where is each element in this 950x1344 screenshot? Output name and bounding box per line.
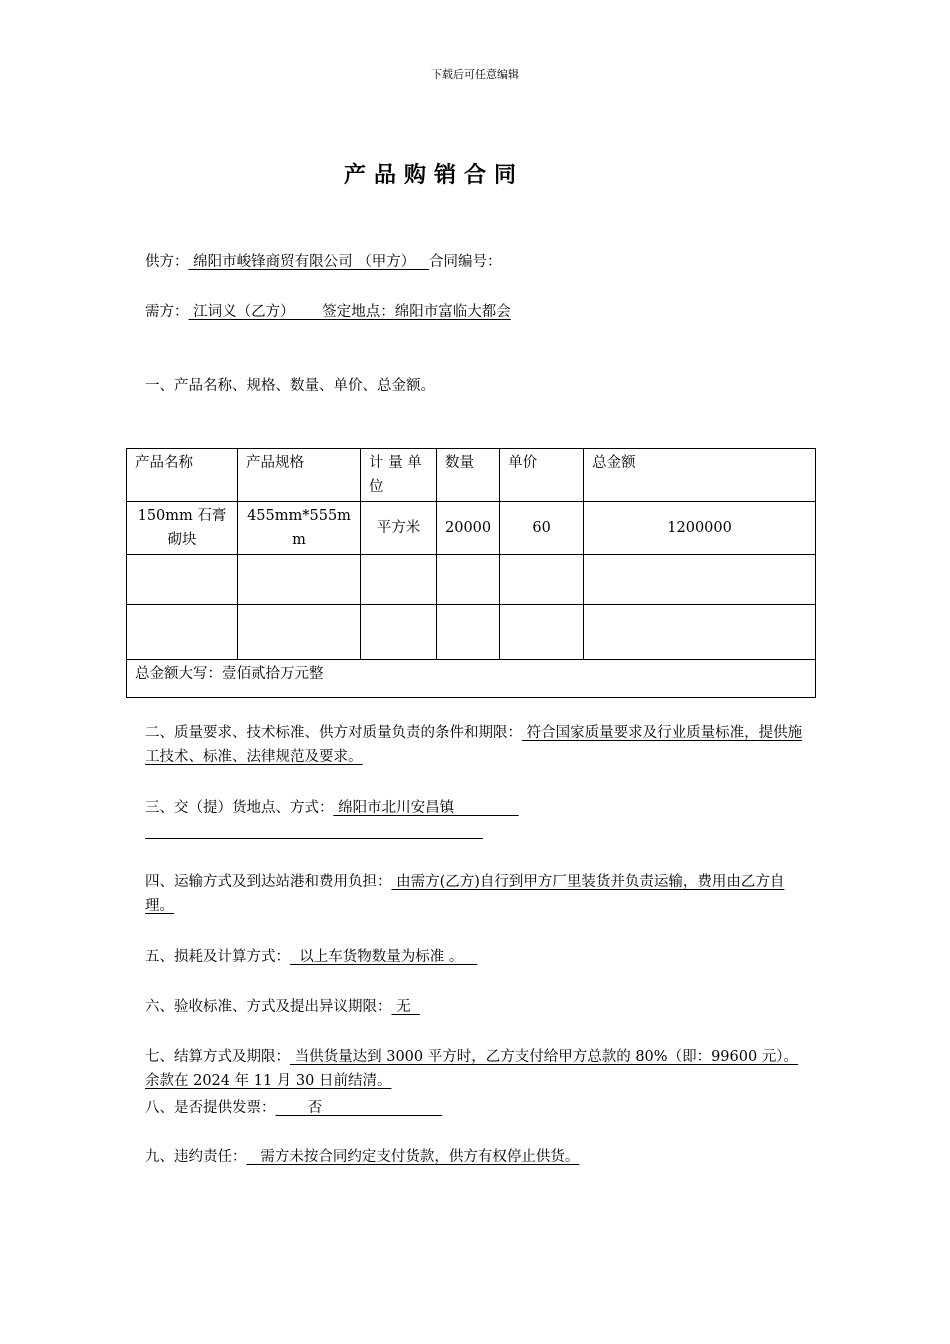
- table-cell: [500, 555, 584, 605]
- section-4-value: 由需方(乙方)自行到甲方厂里装货并负责运输，费用由乙方自理。: [145, 874, 785, 914]
- header-note: 下载后可任意编辑: [431, 68, 519, 81]
- section-7: [145, 1045, 810, 1093]
- section-7-label: 七、结算方式及期限：: [145, 1049, 290, 1065]
- table-header-cell: 单价: [500, 449, 584, 502]
- supplier-line: [145, 250, 502, 274]
- table-cell: [437, 555, 500, 605]
- blank-line: [145, 838, 483, 839]
- table-row: [127, 555, 816, 605]
- table-cell: [584, 605, 816, 660]
- table-row: [127, 605, 816, 660]
- section-6-label: 六、验收标准、方式及提出异议期限：: [145, 999, 392, 1015]
- contract-title: 产品购销合同: [343, 162, 524, 188]
- table-cell: 平方米: [361, 502, 437, 555]
- table-cell: 20000: [437, 502, 500, 555]
- product-table: [126, 448, 816, 698]
- section-9-label: 九、违约责任：: [145, 1149, 247, 1165]
- table-cell: 60: [500, 502, 584, 555]
- section-2: [145, 721, 810, 769]
- table-cell: [361, 605, 437, 660]
- table-cell: [238, 555, 361, 605]
- table-header-cell: 总金额: [584, 449, 816, 502]
- contract-no-label: 合同编号：: [429, 254, 502, 270]
- section-9: [145, 1145, 579, 1169]
- section-5-label: 五、损耗及计算方式：: [145, 949, 290, 965]
- section-8-value: 否: [275, 1100, 443, 1116]
- table-cell: [127, 555, 238, 605]
- section-8: [145, 1096, 442, 1120]
- table-cell: 1200000: [584, 502, 816, 555]
- section-3-label: 三、交（提）货地点、方式：: [145, 800, 334, 816]
- table-header-row: [127, 449, 816, 502]
- total-amount-words: 总金额大写：壹佰贰拾万元整: [127, 660, 816, 698]
- table-header-cell: 产品名称: [127, 449, 238, 502]
- section-4-label: 四、运输方式及到达站港和费用负担：: [145, 874, 392, 890]
- section-6: [145, 995, 420, 1019]
- section-8-label: 八、是否提供发票：: [145, 1100, 276, 1116]
- supplier-label: 供方：: [145, 254, 189, 270]
- buyer-label: 需方：: [145, 304, 189, 320]
- table-header-cell: 数量: [437, 449, 500, 502]
- section-5-value: 以上车货物数量为标准 。: [290, 949, 478, 965]
- section-2-value: 符合国家质量要求及行业质量标准，提供施工技术、标准、法律规范及要求。: [145, 725, 803, 765]
- table-cell: [127, 605, 238, 660]
- buyer-value: 江词义（乙方） 签定地点：绵阳市富临大都会: [188, 304, 511, 320]
- table-cell: [500, 605, 584, 660]
- table-total-row: [127, 660, 816, 698]
- section-2-label: 二、质量要求、技术标准、供方对质量负责的条件和期限：: [145, 725, 522, 741]
- table-cell: [238, 605, 361, 660]
- table-row: [127, 502, 816, 555]
- section-3-value: 绵阳市北川安昌镇: [333, 800, 519, 816]
- section-5: [145, 945, 477, 969]
- section-6-value: 无: [391, 999, 420, 1015]
- section-3: [145, 796, 519, 820]
- table-cell: [437, 605, 500, 660]
- table-cell: [361, 555, 437, 605]
- table-cell: 150mm 石膏砌块: [127, 502, 238, 555]
- table-header-cell: 产品规格: [238, 449, 361, 502]
- section-1: 一、产品名称、规格、数量、单价、总金额。: [145, 378, 435, 394]
- table-cell: 455mm*555mm: [238, 502, 361, 555]
- section-9-value: 需方未按合同约定支付货款，供方有权停止供货。: [246, 1149, 580, 1165]
- table-cell: [584, 555, 816, 605]
- table-header-cell: 计 量 单位: [361, 449, 437, 502]
- buyer-line: [145, 300, 511, 324]
- supplier-value: 绵阳市峻锋商贸有限公司 （甲方）: [188, 254, 430, 270]
- section-7-value: 当供货量达到 3000 平方时，乙方支付给甲方总款的 80%（即：99600 元）。余款在 2024 年 11 月 30 日前结清。: [145, 1049, 799, 1089]
- section-4: [145, 870, 810, 918]
